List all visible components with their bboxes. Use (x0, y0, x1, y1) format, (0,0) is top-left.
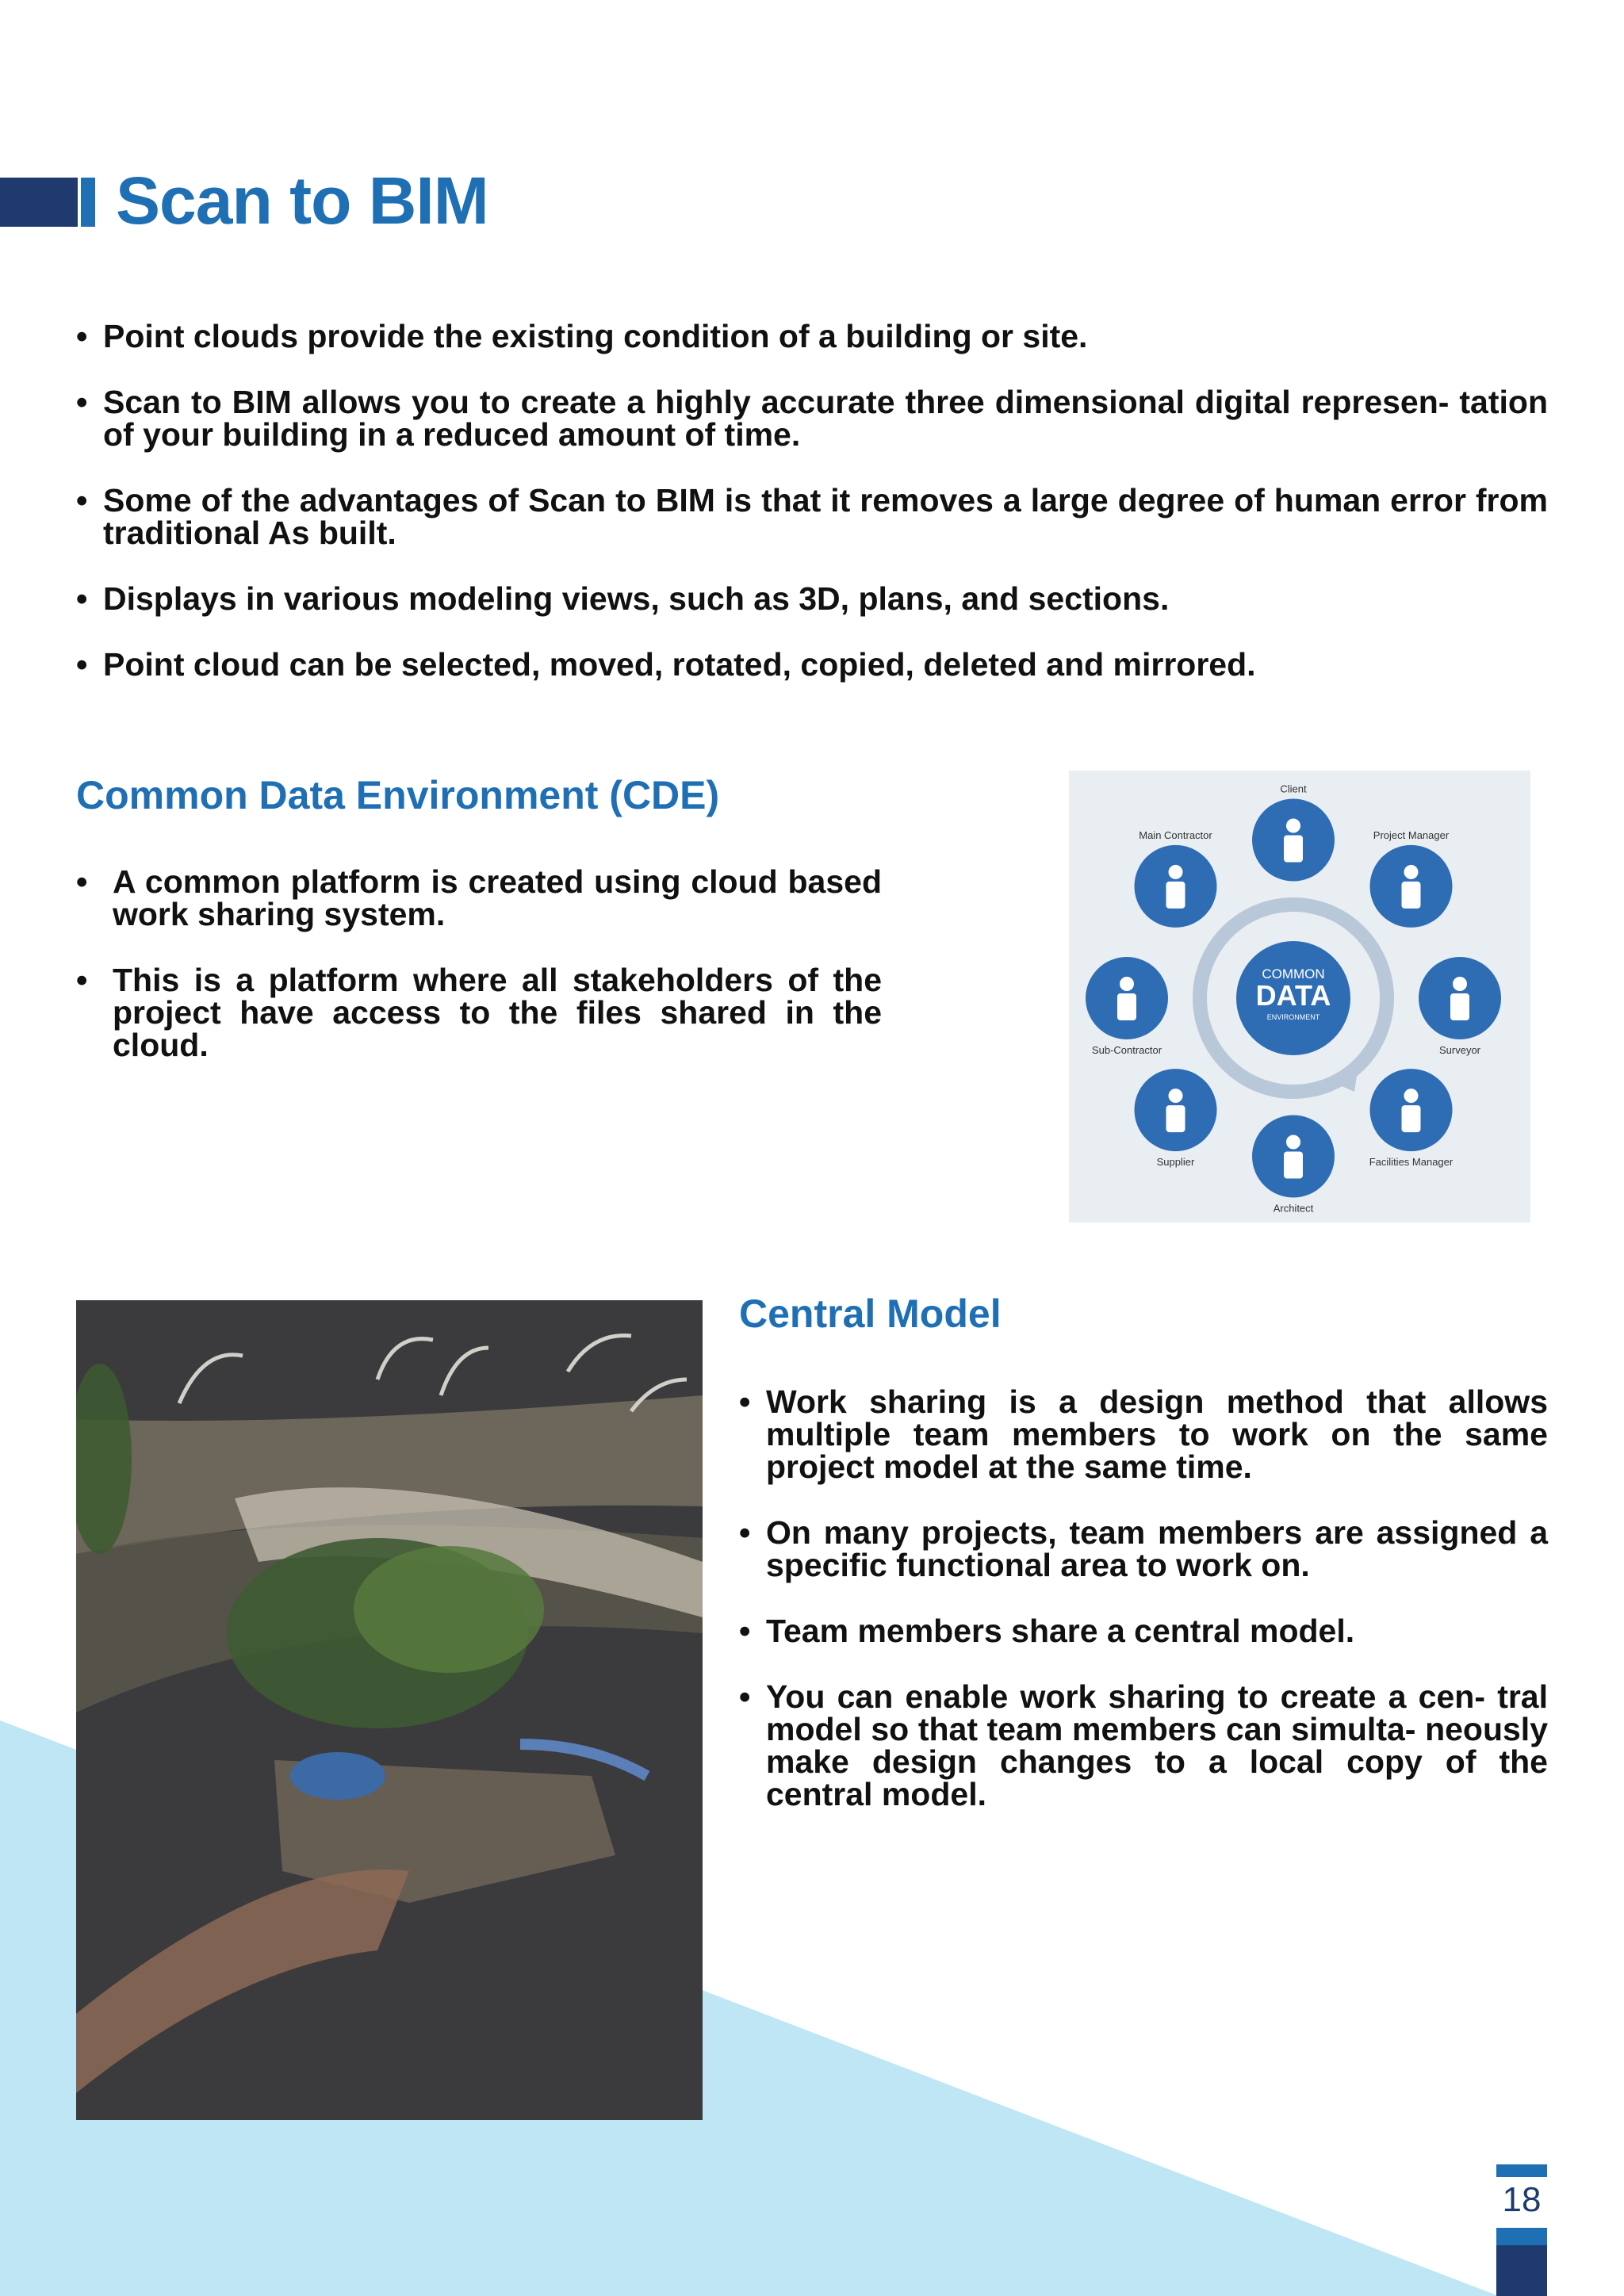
role-label: Project Manager (1373, 828, 1450, 841)
person-icon (1120, 977, 1134, 991)
center-label-main: DATA (1255, 979, 1331, 1012)
person-icon (1404, 865, 1418, 879)
list-item: • You can enable work sharing to create a cen- tral model so that team members can simulta- neously make design changes to a local copy of the central model. (739, 1681, 1548, 1811)
list-item: • This is a platform where all stakeholders of the project have access to the files shared in the cloud. (76, 964, 882, 1062)
intro-bullet-list (76, 320, 1548, 714)
list-item: • On many projects, team members are assigned a specific functional area to work on. (739, 1517, 1548, 1582)
point-cloud-image (76, 1300, 703, 2120)
list-item: • Scan to BIM allows you to create a highly accurate three dimensional digital represen- tation of your building in a reduced amount of time. (76, 386, 1548, 451)
page-number-bar-bottom (1496, 2245, 1547, 2296)
role-label: Architect (1273, 1202, 1314, 1215)
person-icon (1286, 819, 1300, 833)
person-icon (1286, 1135, 1300, 1150)
person-body-icon (1401, 882, 1420, 909)
central-model-bullet-list (739, 1383, 1548, 1844)
list-item: • Point clouds provide the existing condition of a building or site. (76, 320, 1548, 353)
role-label: Supplier (1156, 1156, 1195, 1169)
cde-heading: Common Data Environment (CDE) (76, 773, 720, 817)
role-label: Client (1280, 783, 1307, 795)
list-item: • Team members share a central model. (739, 1615, 1548, 1647)
cde-diagram (1069, 771, 1530, 1223)
person-icon (1404, 1089, 1418, 1103)
role-label: Facilities Manager (1369, 1156, 1454, 1169)
person-icon (1453, 977, 1467, 991)
role-label: Main Contractor (1139, 828, 1212, 841)
person-body-icon (1284, 1152, 1303, 1179)
role-label: Sub-Contractor (1091, 1044, 1162, 1056)
page-number: 18 (1502, 2180, 1542, 2219)
title-accent-bar-small (81, 178, 95, 227)
list-item: • Displays in various modeling views, such as 3D, plans, and sections. (76, 583, 1548, 615)
page-number-bar-top (1496, 2164, 1547, 2177)
person-icon (1169, 865, 1183, 879)
person-body-icon (1166, 882, 1185, 909)
person-body-icon (1284, 836, 1303, 863)
person-body-icon (1117, 993, 1136, 1020)
person-body-icon (1401, 1105, 1420, 1132)
cde-bullet-list (76, 863, 882, 1095)
title-accent-bar (0, 178, 78, 227)
page-title: Scan to BIM (116, 163, 488, 238)
list-item: • Work sharing is a design method that allows multiple team members to work on the same project model at the same time. (739, 1386, 1548, 1483)
page-number-bar-mid (1496, 2228, 1547, 2245)
list-item: • Point cloud can be selected, moved, rotated, copied, deleted and mirrored. (76, 649, 1548, 681)
person-icon (1169, 1089, 1183, 1103)
center-label-bottom: ENVIRONMENT (1266, 1013, 1320, 1021)
page-number-badge (1496, 2164, 1547, 2296)
list-item: • Some of the advantages of Scan to BIM is that it removes a large degree of human error from traditional As built. (76, 484, 1548, 549)
central-model-heading: Central Model (739, 1292, 1002, 1336)
person-body-icon (1166, 1105, 1185, 1132)
person-body-icon (1450, 993, 1469, 1020)
role-label: Surveyor (1438, 1044, 1481, 1056)
list-item: • A common platform is created using cloud based work sharing system. (76, 866, 882, 931)
center-label-top: COMMON (1262, 966, 1325, 982)
